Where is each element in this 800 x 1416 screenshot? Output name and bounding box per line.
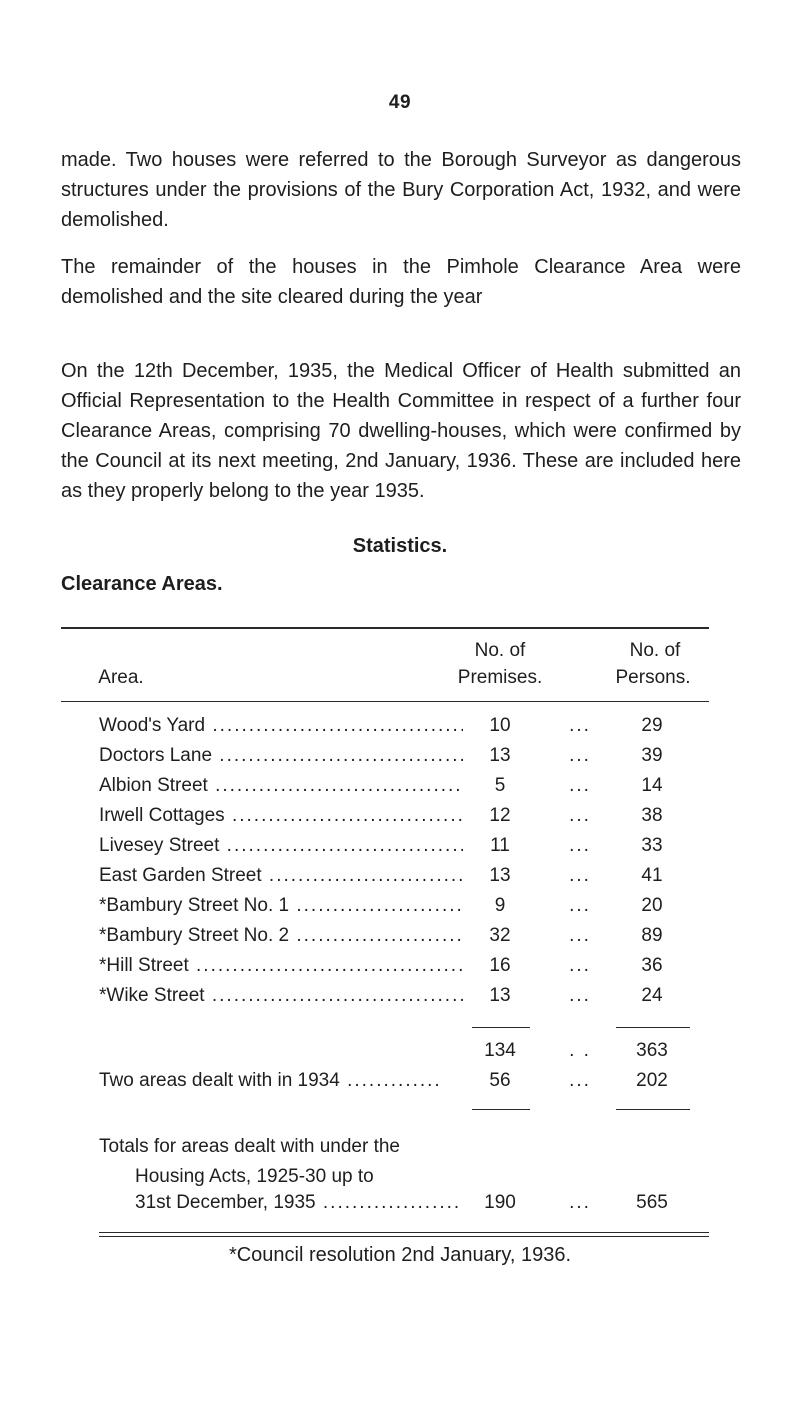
statistics-heading: Statistics.	[352, 535, 448, 557]
premises-count: 5	[494, 775, 506, 796]
premises-count: 13	[489, 745, 511, 766]
leader-dots: ...	[569, 895, 591, 916]
footnote: *Council resolution 2nd January, 1936.	[228, 1244, 572, 1266]
leader-dots: ...	[569, 985, 591, 1006]
leader-dots: ...	[569, 865, 591, 886]
previous-areas-label: Two areas dealt with in 1934 .....	[99, 1070, 439, 1092]
leader-dots: . .	[569, 1040, 591, 1061]
totals-label-line2: Housing Acts, 1925-30 up to	[135, 1166, 374, 1187]
persons-count: 89	[641, 925, 663, 946]
table-row	[0, 985, 800, 1015]
table-row	[0, 955, 800, 985]
area-name: *Hill Street .....	[99, 955, 463, 977]
header-bottom-rule	[61, 701, 709, 702]
leader-dots: ...	[569, 805, 591, 826]
area-name: Albion Street .....	[99, 775, 463, 797]
area-name: *Wike Street .....	[99, 985, 463, 1007]
table-row	[0, 775, 800, 805]
premises-count: 11	[490, 835, 510, 856]
area-name: East Garden Street .....	[99, 865, 463, 887]
area-name: Livesey Street .....	[99, 835, 463, 857]
persons-count: 33	[641, 835, 663, 856]
area-header: Area.	[98, 667, 144, 688]
leader-dots: ...	[569, 835, 591, 856]
leader-dots: ...	[569, 775, 591, 796]
table-bottom-rule-double	[99, 1236, 709, 1237]
table-row	[0, 835, 800, 865]
table-row	[0, 715, 800, 745]
subtotal-persons: 363	[636, 1040, 668, 1061]
leader-dots: ...	[569, 1192, 591, 1213]
previous-premises: 56	[489, 1070, 511, 1091]
paragraph-pimhole-clearance: The remainder of the houses in the Pimhole Clearance Area were demolished and the site cleared during the year	[61, 256, 741, 308]
persons-count: 39	[641, 745, 663, 766]
table-row	[0, 745, 800, 775]
premises-header-line2: Premises.	[457, 667, 543, 688]
area-name: *Bambury Street No. 1 .....	[99, 895, 463, 917]
subtotal-row	[0, 1040, 800, 1070]
area-name: Wood's Yard .....	[99, 715, 463, 737]
page-number: 49	[388, 92, 412, 113]
premises-header-line1: No. of	[474, 640, 526, 661]
total-rule-premises	[472, 1109, 530, 1110]
total-rule-persons	[616, 1109, 690, 1110]
paragraph-dangerous-structures: made. Two houses were referred to the Borough Surveyor as dangerous structures under the provisions of the Bury Corporation Act, 1932, and were demolished.	[61, 149, 741, 231]
premises-count: 12	[489, 805, 511, 826]
persons-count: 29	[641, 715, 663, 736]
table-top-rule	[61, 627, 709, 629]
persons-count: 14	[641, 775, 663, 796]
premises-count: 13	[489, 985, 511, 1006]
previous-persons: 202	[636, 1070, 668, 1091]
persons-header-line1: No. of	[629, 640, 681, 661]
table-row	[0, 925, 800, 955]
totals-row	[0, 1192, 800, 1222]
total-persons: 565	[636, 1192, 668, 1213]
totals-label-line3: 31st December, 1935 .....	[135, 1192, 463, 1214]
subtotal-premises: 134	[484, 1040, 516, 1061]
persons-count: 24	[641, 985, 663, 1006]
persons-count: 36	[641, 955, 663, 976]
table-row	[0, 805, 800, 835]
table-bottom-rule	[99, 1232, 709, 1233]
total-premises: 190	[484, 1192, 516, 1213]
paragraph-official-representation: On the 12th December, 1935, the Medical Officer of Health submitted an Official Representation to the Health Committee in respect of a further four Clearance Areas, comprising 70 dwelling-houses, which were confirmed by the Council at its next meeting, 2nd January, 1936. These are included here as they properly belong to the year 1935.	[61, 360, 741, 502]
table-row	[0, 865, 800, 895]
leader-dots: ...	[569, 715, 591, 736]
subtotal-rule-persons	[616, 1027, 690, 1028]
previous-areas-row	[0, 1070, 800, 1100]
premises-count: 32	[489, 925, 511, 946]
area-name: Irwell Cottages .....	[99, 805, 463, 827]
persons-count: 38	[641, 805, 663, 826]
totals-label-line1: Totals for areas dealt with under the	[99, 1136, 401, 1157]
table-row	[0, 895, 800, 925]
persons-count: 41	[641, 865, 663, 886]
area-name: Doctors Lane .....	[99, 745, 463, 767]
premises-count: 10	[489, 715, 511, 736]
leader-dots: ...	[569, 1070, 591, 1091]
leader-dots: ...	[569, 745, 591, 766]
premises-count: 9	[494, 895, 506, 916]
leader-dots: ...	[569, 925, 591, 946]
leader-dots: ...	[569, 955, 591, 976]
totals-label	[99, 1132, 400, 1192]
persons-count: 20	[641, 895, 663, 916]
area-name: *Bambury Street No. 2 .....	[99, 925, 463, 947]
persons-header-line2: Persons.	[615, 667, 691, 688]
premises-count: 16	[489, 955, 511, 976]
premises-count: 13	[489, 865, 511, 886]
clearance-areas-heading: Clearance Areas.	[61, 573, 223, 595]
subtotal-rule-premises	[472, 1027, 530, 1028]
